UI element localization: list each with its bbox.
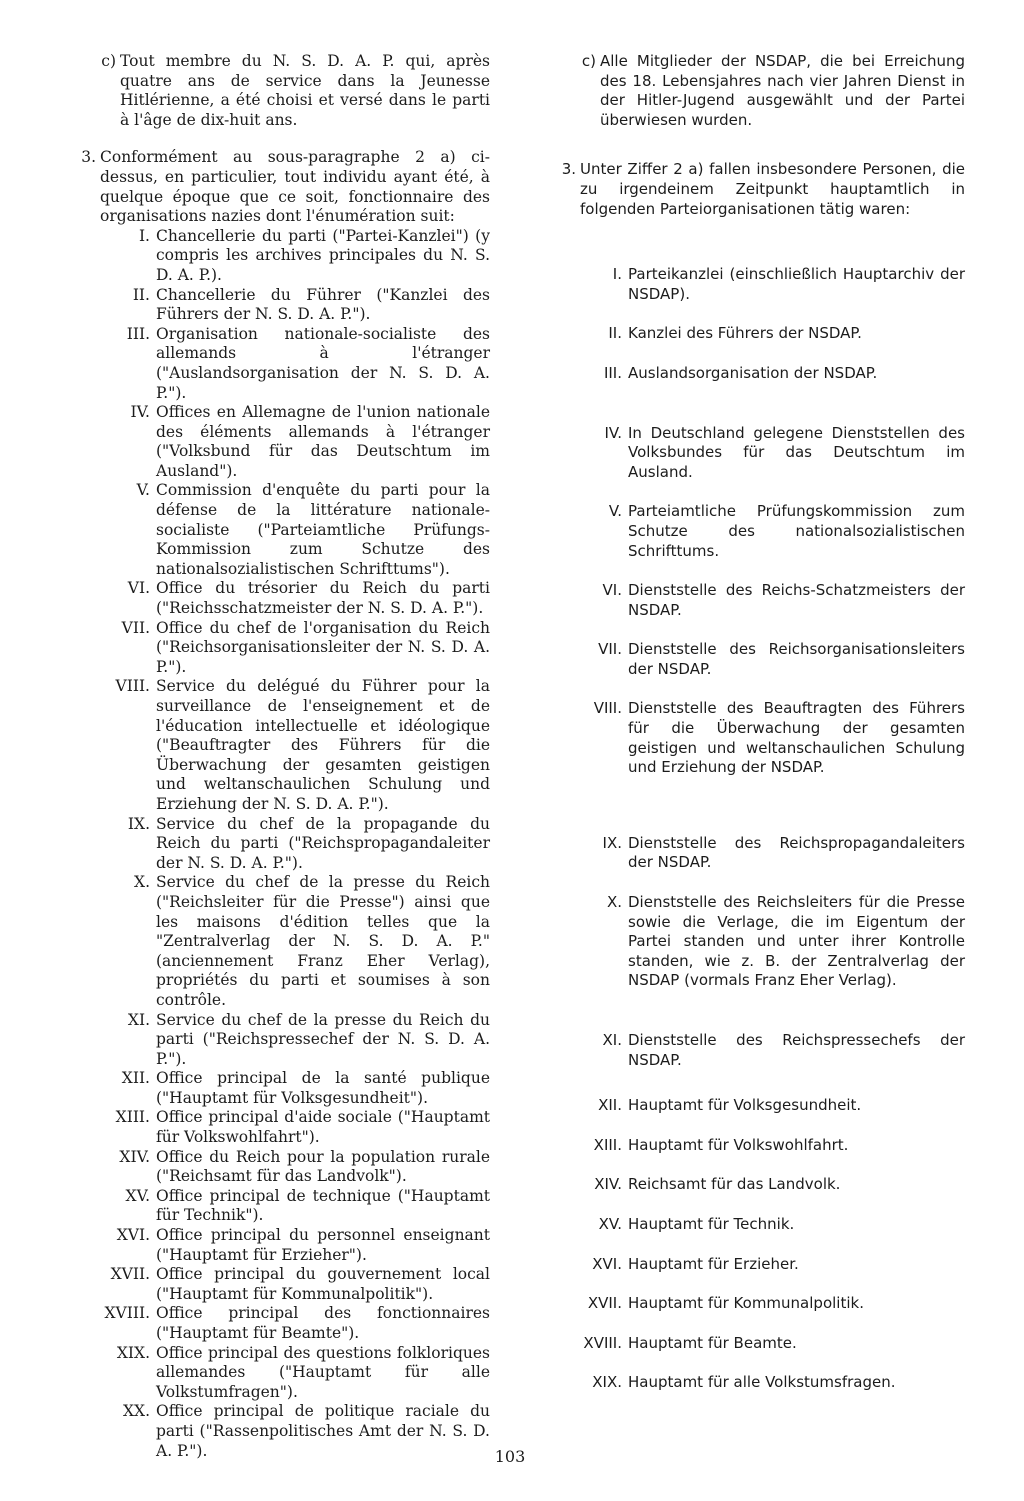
de-list-item [540,324,965,344]
de-list-item [540,640,965,679]
fr-list-item-number: V. [136,481,150,500]
fr-list-item [60,1304,490,1343]
de-list-item-text: In Deutschland gelegene Dienststellen des Volksbundes für das Deutschtum im Ausland. [628,423,965,481]
de-list-item-number: XII. [598,1096,622,1115]
de-list-item [540,1175,965,1195]
fr-list-item-text: Chancellerie du Führer ("Kanzlei des Führers der N. S. D. A. P."). [156,285,490,324]
fr-list-item-number: IV. [130,403,150,422]
fr-list-item-number: I. [138,226,150,245]
fr-list-item-text: Office principal des fonctionnaires ("Hauptamt für Beamte"). [156,1304,490,1342]
fr-list-item [60,1265,490,1304]
fr-list-item-text: Organisation nationale-socialiste des allemands à l'étranger ("Auslandsorganisation der N. S. D. A. P."). [156,324,490,402]
fr-paragraph-3-number: 3. [81,148,96,167]
de-list-item [540,1334,965,1354]
fr-list-item [60,1402,490,1461]
fr-paragraph-3-text: Conformément au sous-paragraphe 2 a) ci-dessus, en particulier, tout individu ayant été, à quelque époque que ce soit, fonctionnaire des organisations nazies dont l'énumération suit: [100,148,490,226]
fr-list-item [60,619,490,678]
german-column [540,52,965,1393]
de-list-item-text: Hauptamt für Kommunalpolitik. [628,1294,864,1313]
fr-list-item-number: XVIII. [104,1304,150,1323]
de-list-item-number: XVII. [587,1294,622,1313]
de-list-item-text: Dienststelle des Beauftragten des Führers für die Überwachung der gesamten geistigen und weltanschaulichen Schulung und Erziehung der NSDAP. [628,699,965,777]
de-list-item [540,581,965,620]
fr-list-item [60,1187,490,1226]
fr-list-item-text: Office du Reich pour la population rurale ("Reichsamt für das Landvolk"). [156,1147,490,1186]
de-list-item-text: Hauptamt für Beamte. [628,1333,797,1352]
fr-list-item-number: III. [126,324,150,343]
fr-list-item-text: Office principal d'aide sociale ("Hauptamt für Volkswohlfahrt"). [156,1108,490,1147]
de-organization-list [540,265,965,1393]
fr-list-item-number: IX. [127,814,150,833]
de-list-item-number: XIV. [594,1175,622,1194]
de-list-item-number: I. [612,265,622,284]
de-list-item-number: XI. [602,1031,622,1049]
de-list-item-number: IX. [602,833,622,852]
de-list-item [540,364,965,384]
de-list-item-text: Kanzlei des Führers der NSDAP. [628,324,862,343]
de-list-item-number: XV. [598,1214,622,1233]
de-list-item-number: V. [608,502,622,521]
de-list-item-text: Dienststelle des Reichsleiters für die Presse sowie die Verlage, die im Eigentum der Partei standen und unter ihrer Kontrolle standen, wie z. B. der Zentralverlag der NSDAP (vormals Franz Eher Verlag). [628,893,965,990]
de-list-item-number: II. [608,324,622,343]
fr-list-item-number: VIII. [115,677,150,696]
fr-list-item [60,815,490,874]
de-list-item [540,1031,965,1070]
de-list-item-text: Hauptamt für Erzieher. [628,1254,799,1273]
fr-list-item-text: Office du trésorier du Reich du parti ("Reichsschatzmeister der N. S. D. A. P."). [156,579,490,618]
de-list-item-number: VII. [598,640,622,659]
de-list-item [540,502,965,561]
de-list-item-text: Dienststelle des Reichs-Schatzmeisters der NSDAP. [628,581,965,619]
de-list-item [540,265,965,304]
de-list-item [540,424,965,483]
fr-list-item [60,873,490,1010]
de-list-item [540,893,965,991]
fr-list-item-number: XIII. [115,1108,150,1127]
fr-list-item-text: Service du chef de la propagande du Reich du parti ("Reichspropagandaleiter der N. S. D. A. P."). [156,814,490,872]
fr-item-c-text: Tout membre du N. S. D. A. P. qui, après quatre ans de service dans la Jeunesse Hitlérienne, a été choisi et versé dans le parti à l'âge de dix-huit ans. [120,52,490,129]
fr-list-item-text: Office principal des questions folkloriques allemandes ("Hauptamt für alle Volkstumfragen"). [156,1343,490,1401]
fr-list-item [60,579,490,618]
de-list-item-number: IV. [604,423,622,442]
fr-list-item-number: II. [132,285,150,304]
fr-list-item-number: XVI. [116,1226,150,1245]
de-list-item [540,1136,965,1156]
fr-list-item-number: XII. [121,1069,150,1088]
fr-list-item-text: Office principal de la santé publique ("Hauptamt für Volksgesundheit"). [156,1069,490,1107]
fr-list-item-number: XIX. [116,1343,150,1362]
de-list-item-text: Auslandsorganisation der NSDAP. [628,363,878,382]
de-list-item-text: Dienststelle des Reichspropagandaleiters der NSDAP. [628,833,965,872]
fr-list-item-text: Office principal du personnel enseignant ("Hauptamt für Erzieher"). [156,1226,490,1264]
fr-item-c [60,52,490,130]
de-list-item-number: XVIII. [583,1333,622,1352]
fr-list-item-text: Offices en Allemagne de l'union nationale des éléments allemands à l'étranger ("Volksbund für das Deutschtum im Ausland"). [156,403,490,480]
fr-list-item-text: Office principal de technique ("Hauptamt für Technik"). [156,1186,490,1225]
de-item-c-number: c) [581,52,596,70]
de-list-item-text: Hauptamt für alle Volkstumsfragen. [628,1373,896,1392]
de-list-item-number: XVI. [592,1254,622,1273]
fr-list-item-number: VII. [121,618,150,637]
de-list-item-number: VI. [602,581,622,600]
de-list-item-number: VIII. [593,699,622,718]
de-list-item-number: III. [603,363,622,382]
fr-paragraph-3 [60,148,490,226]
fr-list-item-number: VI. [127,579,150,598]
de-list-item-number: X. [606,893,622,912]
fr-list-item [60,325,490,403]
fr-list-item-number: XX. [123,1402,150,1421]
de-list-item-text: Hauptamt für Volkswohlfahrt. [628,1135,849,1154]
fr-list-item [60,1108,490,1147]
de-list-item [540,1215,965,1235]
fr-list-item [60,1148,490,1187]
fr-list-item-text: Service du chef de la presse du Reich du parti ("Reichspressechef der N. S. D. A. P."). [156,1010,490,1068]
de-list-item-text: Hauptamt für Technik. [628,1214,795,1233]
fr-list-item [60,1344,490,1403]
fr-list-item-text: Office principal de politique raciale du parti ("Rassenpolitisches Amt der N. S. D. A. P."). [156,1402,490,1460]
fr-list-item [60,481,490,579]
fr-list-item-text: Chancellerie du parti ("Partei-Kanzlei") (y compris les archives principales du N. S. D. A. P.). [156,226,490,284]
fr-list-item [60,403,490,481]
de-list-item [540,699,965,777]
de-list-item-text: Parteiamtliche Prüfungskommission zum Schutze des nationalsozialistischen Schrifttums. [628,502,965,560]
fr-list-item-number: X. [134,873,150,892]
de-item-c [540,52,965,130]
de-list-item-text: Reichsamt für das Landvolk. [628,1175,841,1194]
fr-list-item-number: XIV. [119,1147,150,1166]
de-list-item-text: Hauptamt für Volksgesundheit. [628,1096,862,1115]
fr-list-item-number: XV. [125,1186,150,1205]
fr-list-item-text: Service du delégué du Führer pour la surveillance de l'enseignement et de l'éducation intellectuelle et idéologique ("Beauftragter des Führers für die Überwachung der gesamten geistigen und weltanschaulichen Schulung und Erziehung der N. S. D. A. P."). [156,677,490,813]
de-list-item-number: XIX. [592,1373,622,1392]
de-list-item [540,1255,965,1275]
fr-list-item-number: XVII. [110,1265,150,1284]
fr-list-item [60,1069,490,1108]
de-paragraph-3 [540,160,965,219]
de-paragraph-3-number: 3. [561,160,576,179]
de-list-item [540,1294,965,1314]
de-list-item-text: Dienststelle des Reichspressechefs der NSDAP. [628,1031,965,1069]
de-paragraph-3-text: Unter Ziffer 2 a) fallen insbesondere Personen, die zu irgendeinem Zeitpunkt hauptamtlich in folgenden Parteiorganisationen tätig waren: [580,160,965,218]
fr-list-item [60,1226,490,1265]
fr-list-item-number: XI. [127,1010,150,1029]
fr-organization-list [60,227,490,1461]
fr-list-item [60,1011,490,1070]
de-list-item [540,834,965,873]
de-list-item-text: Dienststelle des Reichsorganisationsleiters der NSDAP. [628,640,965,678]
de-list-item-number: XIII. [593,1135,622,1154]
fr-list-item-text: Commission d'enquête du parti pour la défense de la littérature nationale-socialiste ("Parteiamtliche Prüfungs-Kommission zum Schutze des nationalsozialistischen Schrifttums"). [156,481,490,578]
de-list-item [540,1373,965,1393]
fr-list-item [60,286,490,325]
fr-item-c-number: c) [101,52,116,70]
fr-list-item [60,227,490,286]
fr-list-item-text: Office du chef de l'organisation du Reich ("Reichsorganisationsleiter der N. S. D. A. P."). [156,618,490,676]
de-item-c-text: Alle Mitglieder der NSDAP, die bei Erreichung des 18. Lebensjahres nach vier Jahren Dienst in der Hitler-Jugend ausgewählt und der Partei überwiesen wurden. [600,52,965,129]
de-list-item-text: Parteikanzlei (einschließlich Hauptarchiv der NSDAP). [628,265,965,303]
page-number: 103 [494,1447,526,1466]
french-column [60,52,490,1461]
fr-list-item-text: Office principal du gouvernement local ("Hauptamt für Kommunalpolitik"). [156,1265,490,1303]
de-list-item [540,1096,965,1116]
fr-list-item-text: Service du chef de la presse du Reich ("Reichsleiter für die Presse") ainsi que les maisons d'édition telles que la "Zentralverlag der N. S. D. A. P." (anciennement Franz Eher Verlag), propriétés du parti et soumises à son contrôle. [156,873,490,1009]
fr-list-item [60,677,490,814]
